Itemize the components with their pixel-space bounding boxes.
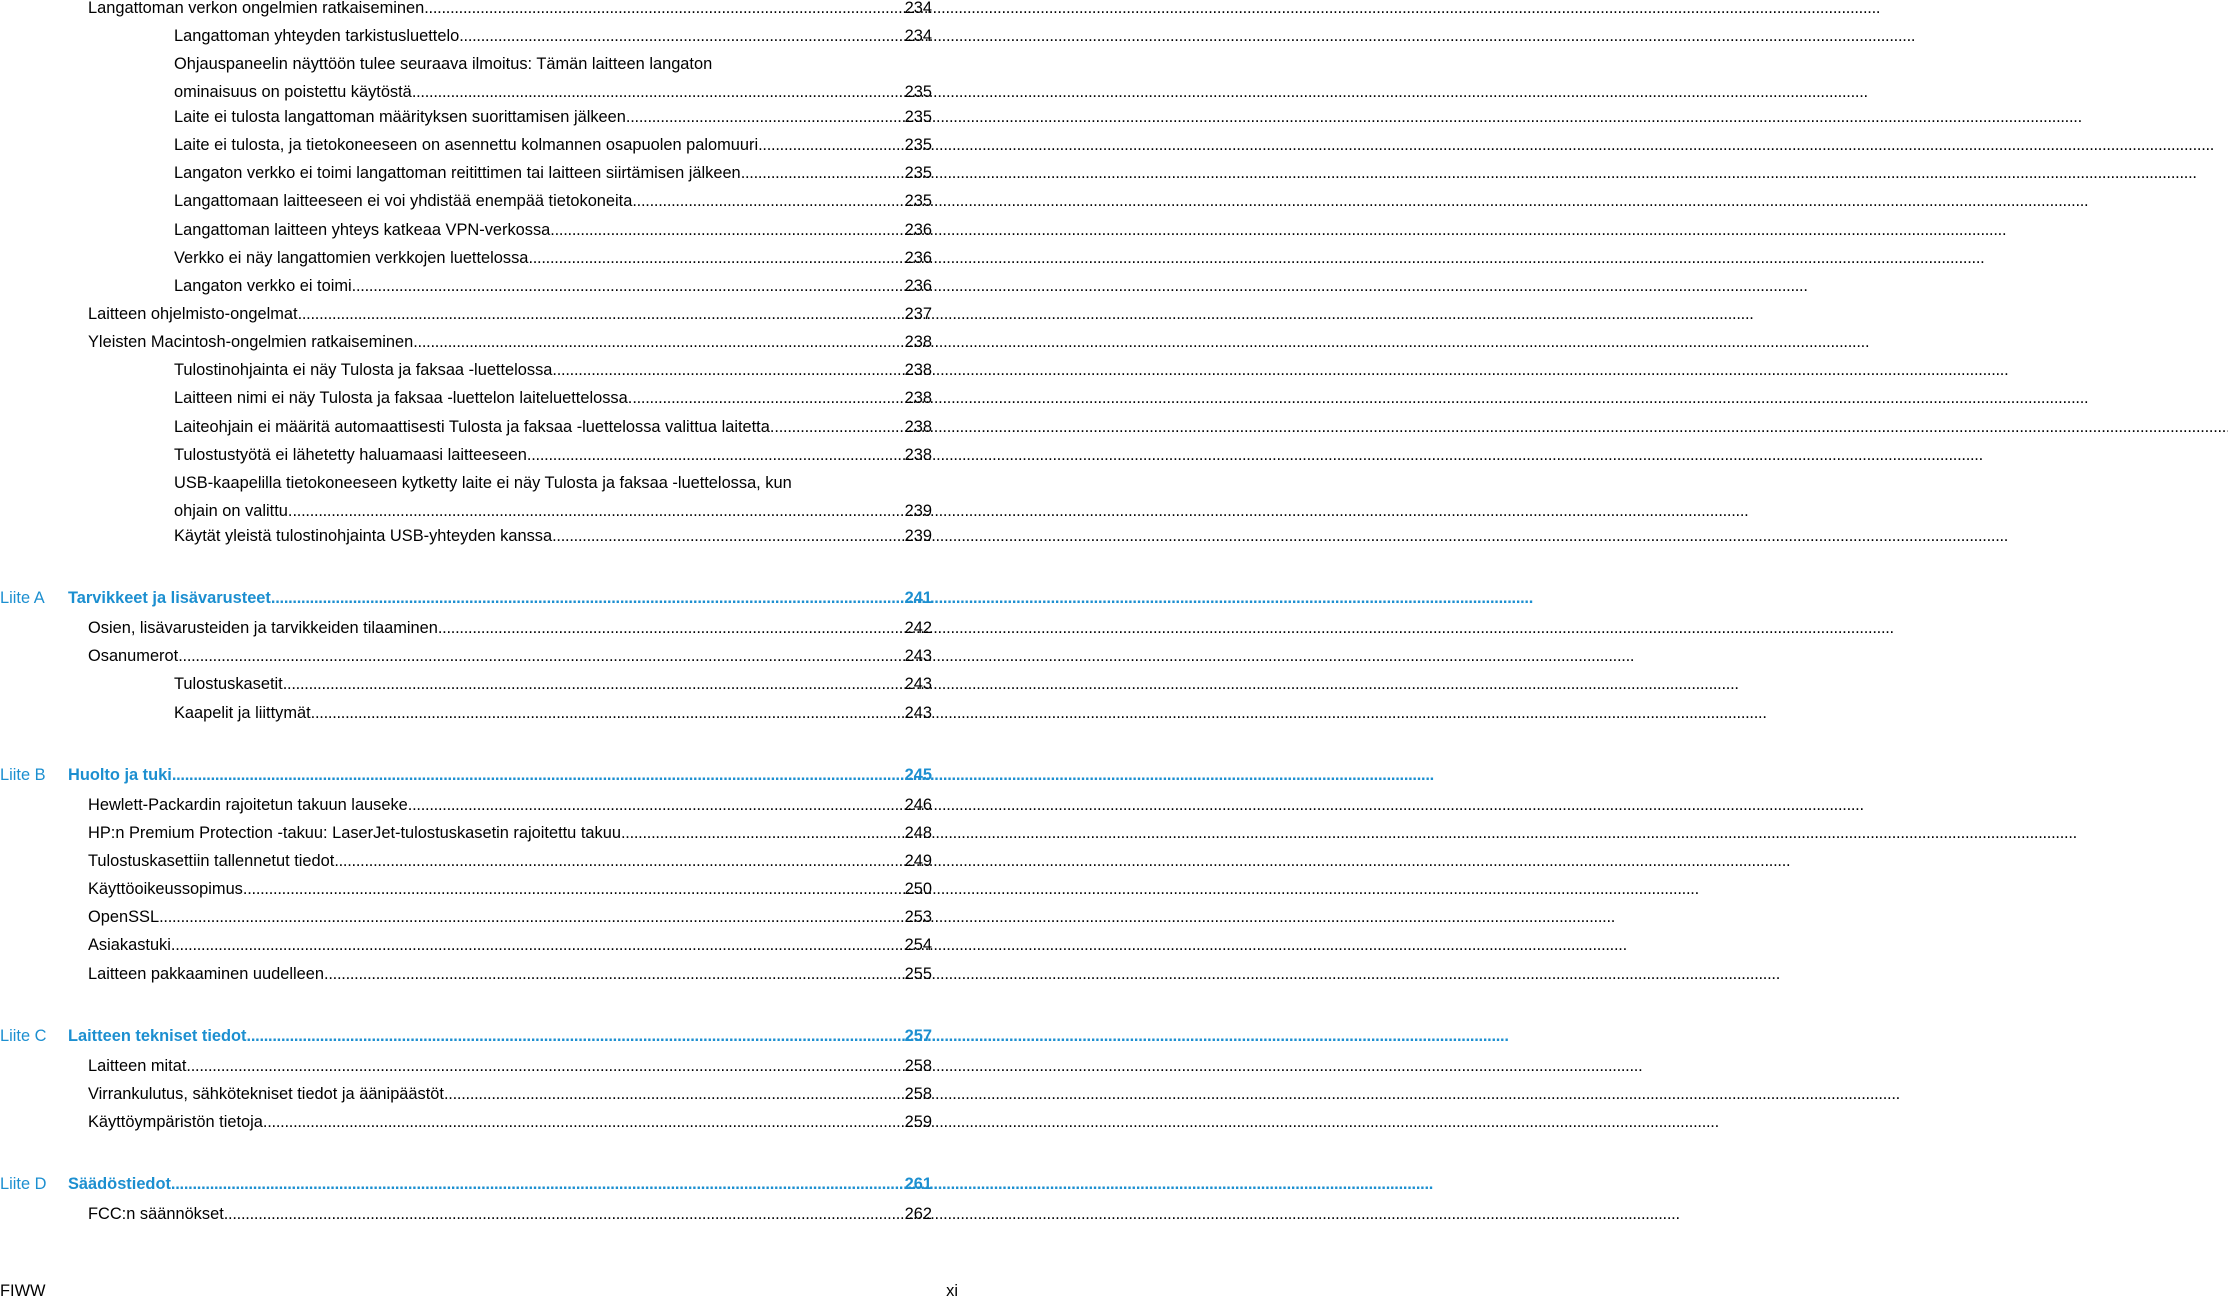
toc-entry[interactable] xyxy=(88,300,932,328)
dot-leader xyxy=(334,847,902,875)
toc-entry[interactable] xyxy=(174,469,932,525)
toc-entry-page: 243 xyxy=(904,704,932,722)
appendix-prefix: Liite A xyxy=(0,589,45,607)
toc-entry[interactable] xyxy=(88,1052,932,1080)
appendix-title: Tarvikkeet ja lisävarusteet xyxy=(68,589,271,607)
toc-entry-title: Laitteen mitat xyxy=(88,1057,187,1075)
dot-leader xyxy=(459,22,902,50)
toc-entry-title: Virrankulutus, sähkötekniset tiedot ja äänipäästöt xyxy=(88,1085,444,1103)
toc-entry-title: OpenSSL xyxy=(88,908,160,926)
appendix-page: 257 xyxy=(904,1027,932,1045)
toc-entry-page: 243 xyxy=(904,675,932,693)
dot-leader xyxy=(632,187,902,215)
toc-entry-title: ominaisuus on poistettu käytöstä xyxy=(174,83,412,101)
appendix-title: Huolto ja tuki xyxy=(68,766,172,784)
toc-entry-page: 262 xyxy=(904,1205,932,1223)
toc-entry-title: Langattomaan laitteeseen ei voi yhdistää enempää tietokoneita xyxy=(174,192,633,210)
dot-leader xyxy=(408,791,903,819)
toc-entry-page: 235 xyxy=(904,108,932,126)
toc-entry-page: 254 xyxy=(904,936,932,954)
toc-entry[interactable] xyxy=(174,384,932,412)
toc-entry-page: 242 xyxy=(904,619,932,637)
toc-entry-page: 243 xyxy=(904,647,932,665)
toc-entry[interactable] xyxy=(88,847,932,875)
dot-leader xyxy=(271,584,903,612)
toc-entry-page: 236 xyxy=(904,221,932,239)
toc-entry-page: 238 xyxy=(904,333,932,351)
dot-leader xyxy=(171,931,903,959)
dot-leader xyxy=(632,384,902,412)
toc-entry[interactable] xyxy=(88,328,932,356)
toc-entry-title: Hewlett-Packardin rajoitetun takuun lauseke xyxy=(88,796,408,814)
toc-entry-page: 249 xyxy=(904,852,932,870)
appendix-heading[interactable] xyxy=(0,1170,932,1198)
dot-leader xyxy=(528,244,902,272)
toc-entry[interactable] xyxy=(88,1200,932,1228)
toc-entry-title: Laitteen pakkaaminen uudelleen xyxy=(88,965,325,983)
toc-entry-page: 248 xyxy=(904,824,932,842)
appendix-prefix: Liite D xyxy=(0,1175,47,1193)
footer-locale: FIWW xyxy=(0,1282,46,1300)
toc-entry[interactable] xyxy=(174,441,932,469)
toc-entry-page: 235 xyxy=(904,192,932,210)
toc-entry-title: Langattoman verkon ongelmien ratkaiseminen xyxy=(88,0,425,17)
dot-leader xyxy=(758,131,903,159)
toc-entry-title: Langattoman laitteen yhteys katkeaa VPN-verkossa xyxy=(174,221,551,239)
dot-leader xyxy=(224,1200,903,1228)
toc-entry-title: Tulostuskasetit xyxy=(174,675,283,693)
toc-entry-page: 239 xyxy=(904,527,932,545)
toc-entry-page: 253 xyxy=(904,908,932,926)
toc-entry-title: Tulostuskasettiin tallennetut tiedot xyxy=(88,852,335,870)
toc-entry-title: Laitteen nimi ei näy Tulosta ja faksaa -luettelon laiteluettelossa. xyxy=(174,389,633,407)
dot-leader xyxy=(243,875,903,903)
appendix-title: Säädöstiedot xyxy=(68,1175,171,1193)
toc-entry-page: 259 xyxy=(904,1113,932,1131)
toc-entry-page: 250 xyxy=(904,880,932,898)
dot-leader xyxy=(352,272,903,300)
toc-entry[interactable] xyxy=(174,216,932,244)
toc-entry-title: Langaton verkko ei toimi langattoman reitittimen tai laitteen siirtämisen jälkeen xyxy=(174,164,741,182)
toc-entry-title: Yleisten Macintosh-ongelmien ratkaiseminen xyxy=(88,333,414,351)
toc-entry[interactable] xyxy=(174,356,932,384)
toc-entry-title: Käytät yleistä tulostinohjainta USB-yhteyden kanssa xyxy=(174,527,553,545)
appendix-heading[interactable] xyxy=(0,1022,932,1050)
dot-leader xyxy=(186,1052,902,1080)
dot-leader xyxy=(324,960,903,988)
dot-leader xyxy=(178,642,902,670)
dot-leader xyxy=(741,159,903,187)
toc-entry-title: Verkko ei näy langattomien verkkojen luettelossa xyxy=(174,249,529,267)
dot-leader xyxy=(774,413,902,441)
toc-entry-title: Osien, lisävarusteiden ja tarvikkeiden tilaaminen xyxy=(88,619,438,637)
toc-entry-title-line1: Ohjauspaneelin näyttöön tulee seuraava ilmoitus: Tämän laitteen langaton xyxy=(174,55,713,73)
dot-leader xyxy=(263,1108,903,1136)
dot-leader xyxy=(412,78,903,106)
toc-entry-title: HP:n Premium Protection -takuu: LaserJet-tulostuskasetin rajoitettu takuu xyxy=(88,824,621,842)
dot-leader xyxy=(438,614,903,642)
dot-leader xyxy=(159,903,903,931)
dot-leader xyxy=(283,670,903,698)
toc-entry[interactable] xyxy=(88,642,932,670)
dot-leader xyxy=(247,1022,903,1050)
footer-page-number: xi xyxy=(946,1282,958,1300)
toc-entry[interactable] xyxy=(88,614,932,642)
toc-entry[interactable] xyxy=(174,50,932,106)
toc-entry-title: Laite ei tulosta langattoman määrityksen suorittamisen jälkeen xyxy=(174,108,626,126)
toc-entry-page: 246 xyxy=(904,796,932,814)
toc-entry[interactable] xyxy=(88,931,932,959)
toc-entry-page: 258 xyxy=(904,1057,932,1075)
toc-entry-page: 255 xyxy=(904,965,932,983)
appendix-page: 245 xyxy=(904,766,932,784)
toc-entry[interactable] xyxy=(174,670,932,698)
toc-entry-title: Osanumerot xyxy=(88,647,179,665)
toc-entry[interactable] xyxy=(174,22,932,50)
dot-leader xyxy=(413,328,902,356)
toc-entry[interactable] xyxy=(174,159,932,187)
toc-entry-page: 236 xyxy=(904,277,932,295)
toc-entry[interactable] xyxy=(174,522,932,550)
toc-entry[interactable] xyxy=(88,1080,932,1108)
toc-entry-page: 234 xyxy=(904,27,932,45)
dot-leader xyxy=(626,103,903,131)
dot-leader xyxy=(444,1080,903,1108)
toc-entry-page: 235 xyxy=(904,164,932,182)
dot-leader xyxy=(552,356,902,384)
toc-entry-page: 234 xyxy=(904,0,932,17)
toc-entry[interactable] xyxy=(88,819,932,847)
toc-entry-page: 238 xyxy=(904,361,932,379)
toc-entry-title: Tulostustyötä ei lähetetty haluamaasi laitteeseen xyxy=(174,446,527,464)
toc-entry-page: 235 xyxy=(904,83,932,101)
dot-leader xyxy=(298,300,903,328)
toc-entry[interactable] xyxy=(174,244,932,272)
toc-entry-title: Tulostinohjainta ei näy Tulosta ja faksaa -luettelossa xyxy=(174,361,553,379)
appendix-prefix: Liite C xyxy=(0,1027,47,1045)
toc-entry-title: Kaapelit ja liittymät xyxy=(174,704,311,722)
toc-entry-title-line1: USB-kaapelilla tietokoneeseen kytketty laite ei näy Tulosta ja faksaa -luettelossa, kun xyxy=(174,474,792,492)
toc-entry-title: Käyttöoikeussopimus xyxy=(88,880,243,898)
toc-entry[interactable] xyxy=(88,0,932,22)
toc-entry-page: 237 xyxy=(904,305,932,323)
dot-leader xyxy=(292,497,902,525)
toc-entry[interactable] xyxy=(88,1108,932,1136)
dot-leader xyxy=(621,819,903,847)
toc-entry-title: Langattoman yhteyden tarkistusluettelo xyxy=(174,27,460,45)
toc-entry-page: 235 xyxy=(904,136,932,154)
table-of-contents xyxy=(0,0,960,1302)
toc-entry[interactable] xyxy=(174,699,932,727)
appendix-heading[interactable] xyxy=(0,761,932,789)
toc-entry[interactable] xyxy=(174,103,932,131)
toc-entry-title: Asiakastuki xyxy=(88,936,171,954)
toc-entry-title: Laite ei tulosta, ja tietokoneeseen on asennettu kolmannen osapuolen palomuuri xyxy=(174,136,759,154)
appendix-prefix: Liite B xyxy=(0,766,46,784)
dot-leader xyxy=(527,441,903,469)
appendix-title: Laitteen tekniset tiedot xyxy=(68,1027,247,1045)
dot-leader xyxy=(311,699,903,727)
toc-entry-page: 239 xyxy=(904,502,932,520)
toc-entry-title: FCC:n säännökset xyxy=(88,1205,224,1223)
toc-entry[interactable] xyxy=(88,791,932,819)
toc-entry-title: Käyttöympäristön tietoja xyxy=(88,1113,263,1131)
toc-entry-title: Laitteen ohjelmisto-ongelmat xyxy=(88,305,298,323)
toc-entry[interactable] xyxy=(174,187,932,215)
toc-entry-page: 238 xyxy=(904,446,932,464)
appendix-page: 261 xyxy=(904,1175,932,1193)
toc-entry-title: ohjain on valittu. xyxy=(174,502,293,520)
toc-entry-page: 258 xyxy=(904,1085,932,1103)
dot-leader xyxy=(550,216,902,244)
dot-leader xyxy=(552,522,903,550)
toc-entry[interactable] xyxy=(88,960,932,988)
toc-entry[interactable] xyxy=(174,272,932,300)
dot-leader xyxy=(172,761,903,789)
toc-entry[interactable] xyxy=(88,903,932,931)
toc-entry[interactable] xyxy=(174,413,932,441)
toc-entry[interactable] xyxy=(174,131,932,159)
dot-leader xyxy=(424,0,902,22)
dot-leader xyxy=(171,1170,903,1198)
toc-entry-title: Langaton verkko ei toimi xyxy=(174,277,352,295)
appendix-heading[interactable] xyxy=(0,584,932,612)
toc-entry[interactable] xyxy=(88,875,932,903)
toc-entry-page: 238 xyxy=(904,389,932,407)
toc-entry-title: Laiteohjain ei määritä automaattisesti Tulosta ja faksaa -luettelossa valittua laitetta. xyxy=(174,418,775,436)
toc-entry-page: 236 xyxy=(904,249,932,267)
toc-entry-page: 238 xyxy=(904,418,932,436)
appendix-page: 241 xyxy=(904,589,932,607)
